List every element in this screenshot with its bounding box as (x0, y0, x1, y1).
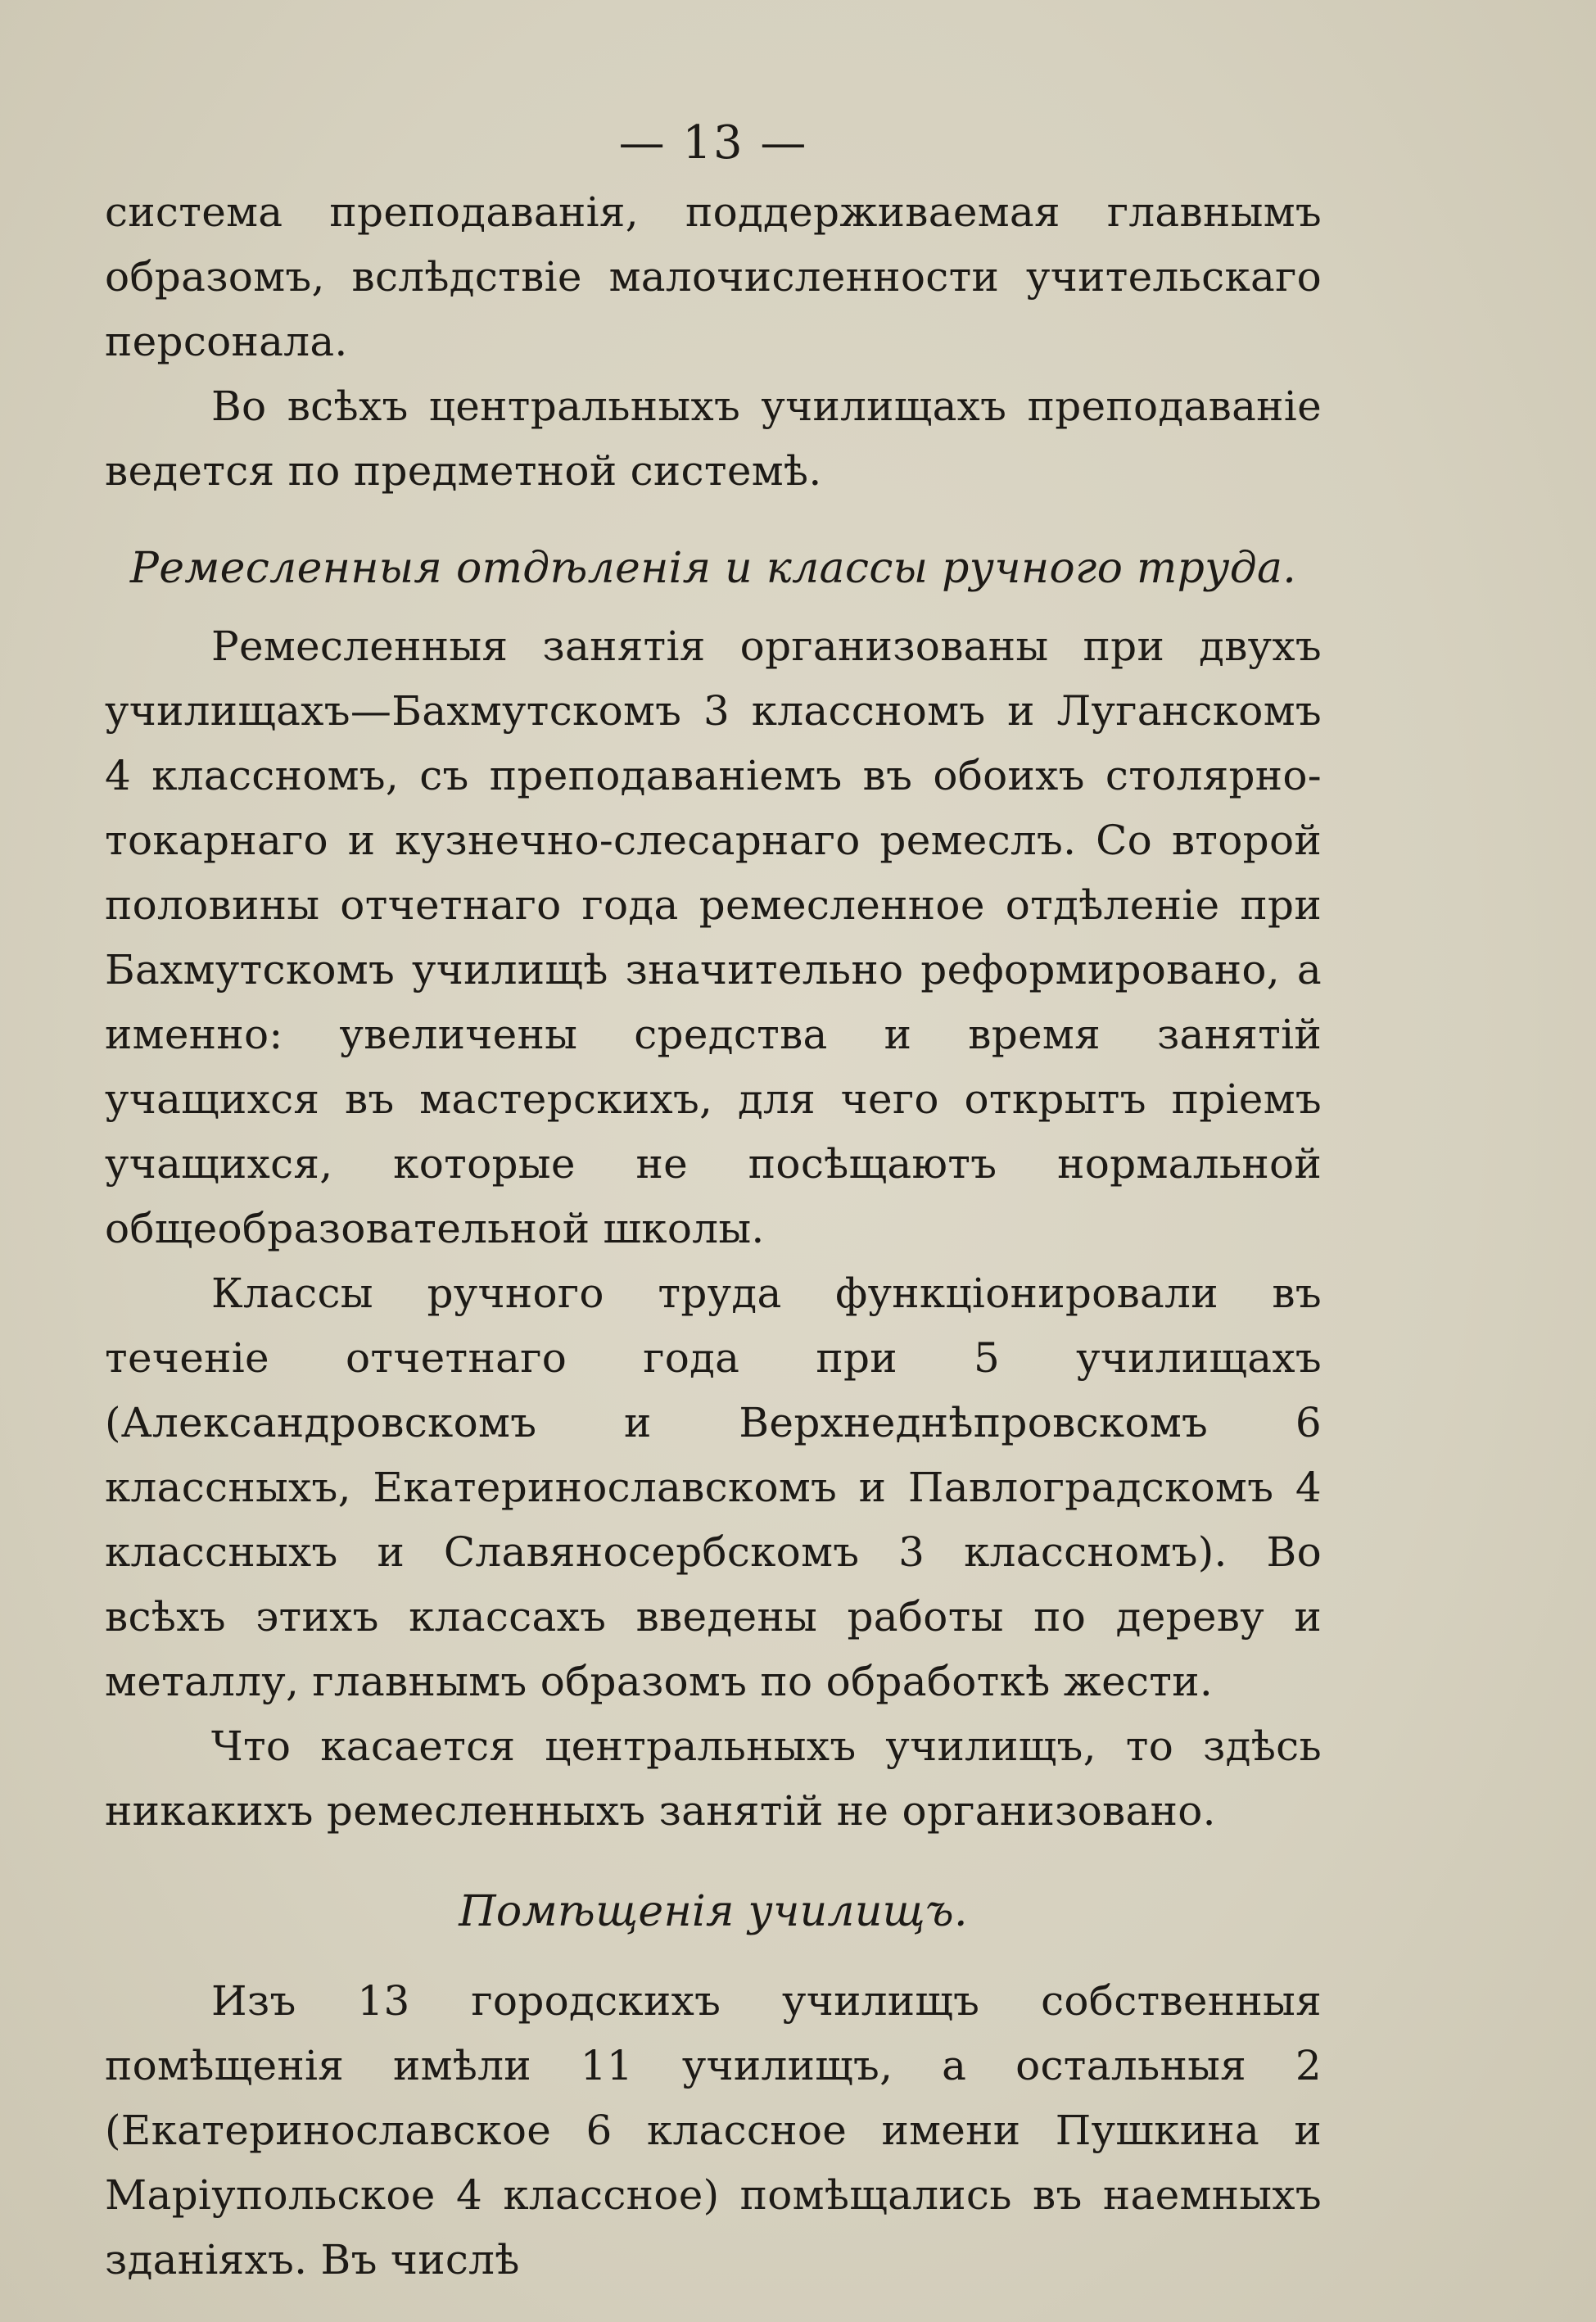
section-heading-premises: Помѣщенія училищъ. (459, 1887, 968, 1936)
page-number: — 13 — (618, 116, 808, 170)
paragraph-subject-system: Во всѣхъ центральныхъ училищахъ преподаваніе ведется по предметной системѣ. (105, 382, 1322, 495)
paragraph-continuation: система преподаванія, поддерживаемая главнымъ образомъ, вслѣдствіе малочисленности учительскаго персонала. (105, 188, 1322, 365)
paragraph-craft-classes: Ремесленныя занятія организованы при двухъ училищахъ—Бахмутскомъ 3 классномъ и Луганскомъ 4 классномъ, съ преподаваніемъ въ обоихъ столярно-токарнаго и кузнечно-слесарнаго ремеслъ. Со второй половины отчетнаго года ремесленное отдѣленіе при Бахмутскомъ училищѣ значительно реформировано, а именно: увеличены средства и время занятій учащихся въ мастерскихъ, для чего открытъ пріемъ учащихся, которые не посѣщаютъ нормальной общеобразовательной школы. (105, 622, 1322, 1252)
paragraph-premises: Изъ 13 городскихъ училищъ собственныя помѣщенія имѣли 11 училищъ, а остальныя 2 (Екатеринославское 6 классное имени Пушкина и Маріупольское 4 классное) помѣщались въ наемныхъ зданіяхъ. Въ числѣ (105, 1977, 1322, 2284)
paragraph-manual-labor: Классы ручного труда функціонировали въ теченіе отчетнаго года при 5 училищахъ (Александровскомъ и Верхнеднѣпровскомъ 6 классныхъ, Екатеринославскомъ и Павлоградскомъ 4 классныхъ и Славяносербскомъ 3 классномъ). Во всѣхъ этихъ классахъ введены работы по дереву и металлу, главнымъ образомъ по обработкѣ жести. (105, 1270, 1322, 1705)
paragraph-central-schools: Что касается центральныхъ училищъ, то здѣсь никакихъ ремесленныхъ занятій не организовано. (105, 1722, 1322, 1835)
section-heading-crafts: Ремесленныя отдѣленія и классы ручного труда. (129, 544, 1297, 593)
page-text (105, 106, 1322, 2293)
